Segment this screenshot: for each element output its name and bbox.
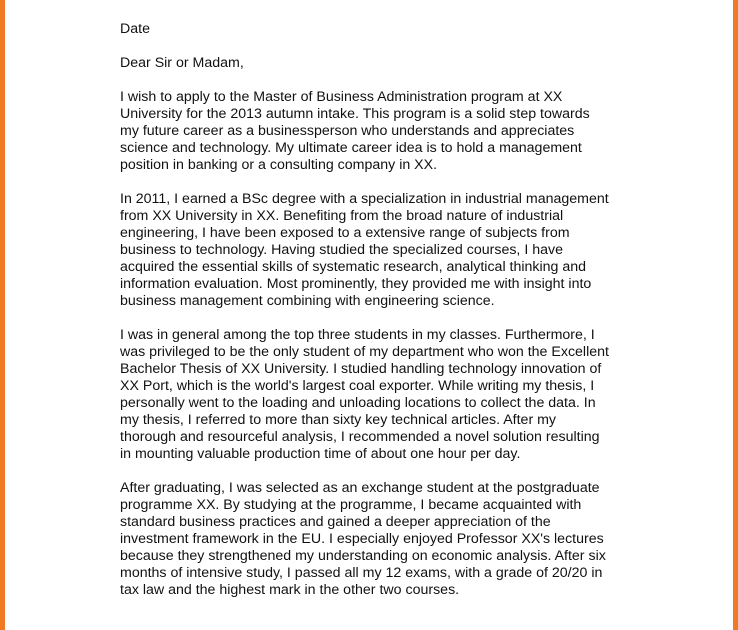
text-line: tax law and the highest mark in the other two courses.: [120, 582, 460, 598]
text-line: was privileged to be the only student of my department who won the Excellent: [120, 344, 609, 360]
text-line: position in banking or a consulting company in XX.: [120, 157, 438, 173]
text-line: After graduating, I was selected as an exchange student at the postgraduate: [120, 480, 600, 496]
letter-date: [120, 21, 640, 38]
paragraph-exchange-study: [120, 480, 640, 599]
text-line: I wish to apply to the Master of Business Administration program at XX: [120, 89, 563, 105]
text-line: standard business practices and gained a deeper appreciation of the: [120, 514, 551, 530]
text-line: business to technology. Having studied the specialized courses, I have: [120, 242, 563, 258]
letter-body: [120, 21, 640, 616]
text-line: business management combining with engineering science.: [120, 293, 495, 309]
text-line: XX Port, which is the world's largest coal exporter. While writing my thesis, I: [120, 378, 595, 394]
text-line: investment framework in the EU. I especially enjoyed Professor XX's lectures: [120, 531, 604, 547]
date-line: Date: [120, 21, 150, 37]
letter-salutation: [120, 55, 640, 72]
paragraph-application-intent: [120, 89, 640, 174]
text-line: information evaluation. Most prominently, they provided me with insight into: [120, 276, 592, 292]
text-line: programme XX. By studying at the programme, I became acquainted with: [120, 497, 582, 513]
paragraph-achievements: [120, 327, 640, 463]
text-line: personally went to the loading and unloading locations to collect the data. In: [120, 395, 596, 411]
text-line: thorough and resourceful analysis, I recommended a novel solution resulting: [120, 429, 600, 445]
text-line: acquired the essential skills of systematic research, analytical thinking and: [120, 259, 587, 275]
text-line: University for the 2013 autumn intake. This program is a solid step towards: [120, 106, 590, 122]
paragraph-education: [120, 191, 640, 310]
text-line: engineering, I have been exposed to a extensive range of subjects from: [120, 225, 570, 241]
text-line: Bachelor Thesis of XX University. I studied handling technology innovation of: [120, 361, 602, 377]
text-line: In 2011, I earned a BSc degree with a specialization in industrial management: [120, 191, 609, 207]
text-line: because they strengthened my understanding on economic analysis. After six: [120, 548, 606, 564]
text-line: science and technology. My ultimate career idea is to hold a management: [120, 140, 582, 156]
text-line: my thesis, I referred to more than sixty key technical articles. After my: [120, 412, 557, 428]
salutation-line: Dear Sir or Madam,: [120, 55, 244, 71]
text-line: from XX University in XX. Benefiting from the broad nature of industrial: [120, 208, 564, 224]
text-line: in mounting valuable production time of about one hour per day.: [120, 446, 521, 462]
text-line: my future career as a businessperson who understands and appreciates: [120, 123, 575, 139]
text-line: months of intensive study, I passed all my 12 exams, with a grade of 20/20 in: [120, 565, 603, 581]
text-line: I was in general among the top three students in my classes. Furthermore, I: [120, 327, 595, 343]
